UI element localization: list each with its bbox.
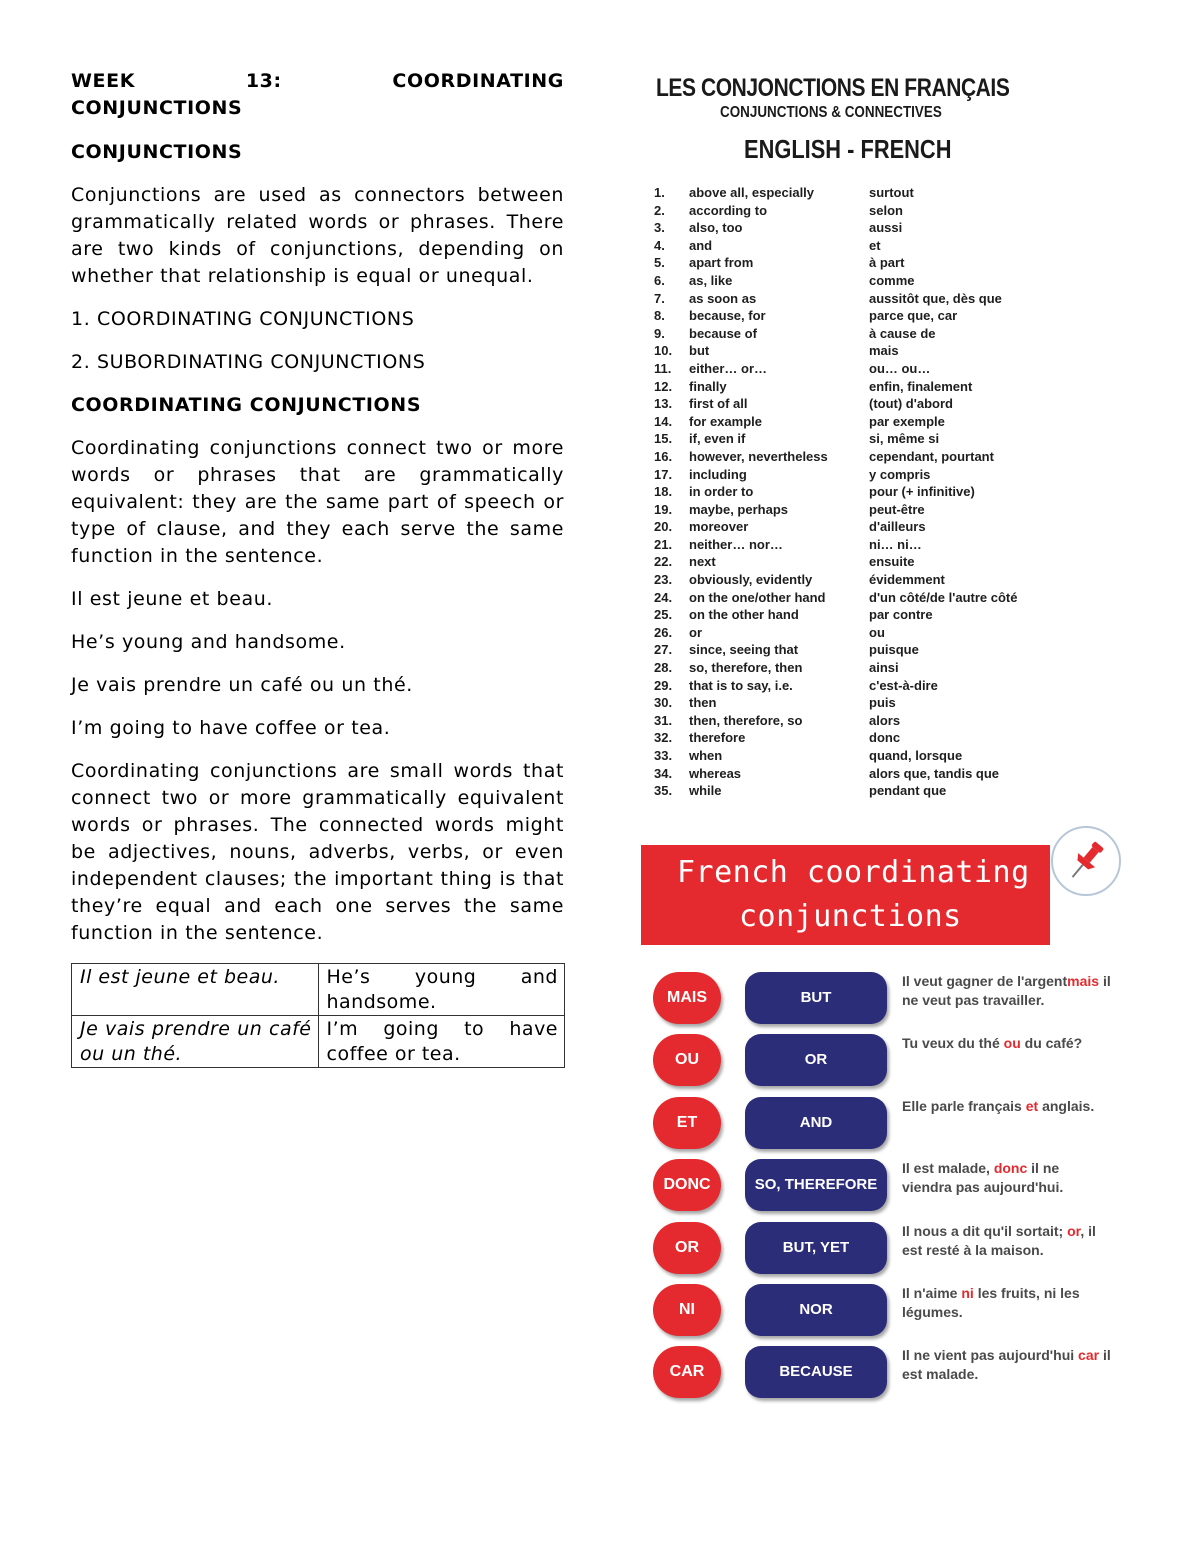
vocab-title: LES CONJONCTIONS EN FRANÇAIS bbox=[656, 74, 1010, 102]
item-english: next bbox=[689, 554, 716, 570]
french-conjunction-badge: NI bbox=[653, 1284, 721, 1336]
list-item bbox=[654, 290, 1094, 308]
item-english: while bbox=[689, 783, 722, 799]
example-text: Tu veux du thé bbox=[902, 1035, 1004, 1052]
list-item bbox=[654, 747, 1094, 765]
item-number: 3. bbox=[654, 220, 665, 236]
list-item bbox=[654, 571, 1094, 589]
example-sentence bbox=[902, 1034, 1112, 1053]
vocab-header: ENGLISH - FRENCH bbox=[744, 134, 952, 164]
english-translation-pill: OR bbox=[745, 1034, 887, 1086]
item-number: 8. bbox=[654, 308, 665, 324]
item-number: 22. bbox=[654, 554, 673, 570]
item-english: also, too bbox=[689, 220, 743, 236]
list-item bbox=[654, 518, 1094, 536]
item-french: c'est-à-dire bbox=[869, 677, 938, 693]
list-item bbox=[654, 483, 1094, 501]
item-number: 23. bbox=[654, 572, 673, 588]
item-french: aussi bbox=[869, 220, 903, 236]
item-french: et bbox=[869, 237, 881, 253]
highlighted-conjunction: mais bbox=[1067, 973, 1100, 989]
item-french: ni… ni… bbox=[869, 536, 922, 552]
french-conjunction-badge: OU bbox=[653, 1034, 721, 1086]
item-french: d'un côté/de l'autre côté bbox=[869, 589, 1018, 605]
example-text: il est malade. bbox=[902, 1347, 1111, 1383]
english-translation-pill: BUT bbox=[745, 972, 887, 1024]
example-sentence bbox=[902, 1097, 1112, 1116]
highlighted-conjunction: et bbox=[1025, 1097, 1039, 1114]
list-item bbox=[654, 606, 1094, 624]
item-english: on the other hand bbox=[689, 607, 799, 623]
table-row bbox=[72, 964, 565, 1016]
item-number: 1. bbox=[654, 185, 665, 200]
list-item bbox=[654, 677, 1094, 695]
list-item bbox=[654, 430, 1094, 448]
example-sentence bbox=[902, 1346, 1112, 1384]
item-french: puisque bbox=[869, 642, 919, 658]
item-english: finally bbox=[689, 378, 727, 394]
heading-word: 13: bbox=[245, 70, 282, 92]
conjunction-row bbox=[653, 1284, 1113, 1340]
graphic-banner bbox=[641, 845, 1050, 945]
list-item bbox=[654, 202, 1094, 220]
list-item bbox=[654, 765, 1094, 783]
highlighted-conjunction: ou bbox=[1003, 1035, 1021, 1052]
table-cell-english: I’m going to have coffee or tea. bbox=[318, 1016, 565, 1068]
item-french: alors bbox=[869, 712, 901, 728]
item-number: 6. bbox=[654, 272, 665, 288]
conjunction-row bbox=[653, 972, 1113, 1028]
item-french: selon bbox=[869, 202, 903, 218]
list-item bbox=[654, 712, 1094, 730]
banner-title-line2: conjunctions bbox=[739, 899, 962, 934]
coordinating-graphic bbox=[641, 826, 1111, 1406]
item-english: including bbox=[689, 466, 747, 482]
item-french: puis bbox=[869, 695, 896, 711]
item-english: according to bbox=[689, 202, 768, 218]
item-french: ainsi bbox=[869, 660, 899, 676]
item-english: because, for bbox=[689, 308, 766, 324]
item-number: 26. bbox=[654, 624, 673, 640]
item-french: à cause de bbox=[869, 325, 936, 341]
table-cell-english: He’s young and handsome. bbox=[318, 964, 565, 1016]
item-english: in order to bbox=[689, 484, 754, 500]
item-english: so, therefore, then bbox=[689, 660, 803, 676]
english-translation-pill: SO, THEREFORE bbox=[745, 1159, 887, 1211]
item-number: 15. bbox=[654, 431, 673, 447]
list-item-subordinating: 2. SUBORDINATING CONJUNCTIONS bbox=[71, 351, 426, 373]
item-number: 17. bbox=[654, 466, 673, 482]
item-english: because of bbox=[689, 325, 757, 341]
item-number: 5. bbox=[654, 255, 665, 271]
conjunction-row bbox=[653, 1097, 1113, 1153]
example-text: Il est malade, bbox=[902, 1160, 994, 1177]
item-english: moreover bbox=[689, 519, 749, 535]
list-item bbox=[654, 782, 1094, 800]
french-conjunction-badge: CAR bbox=[653, 1346, 721, 1398]
item-english: apart from bbox=[689, 255, 754, 271]
item-french: si, même si bbox=[869, 431, 940, 447]
example-french-2: Je vais prendre un café ou un thé. bbox=[71, 674, 413, 696]
example-english-1: He’s young and handsome. bbox=[71, 631, 346, 653]
item-french: enfin, finalement bbox=[869, 378, 973, 394]
left-column bbox=[71, 68, 564, 1068]
item-english: if, even if bbox=[689, 431, 746, 447]
item-number: 18. bbox=[654, 484, 673, 500]
item-english: as, like bbox=[689, 272, 733, 288]
banner-title-line1: French coordinating bbox=[677, 855, 1030, 890]
example-text: , il est resté à la maison. bbox=[902, 1222, 1096, 1258]
list-item bbox=[654, 694, 1094, 712]
list-item bbox=[654, 641, 1094, 659]
vocab-subtitle: CONJUNCTIONS & CONNECTIVES bbox=[720, 104, 942, 121]
item-french: comme bbox=[869, 272, 915, 288]
item-number: 11. bbox=[654, 360, 672, 376]
examples-table bbox=[71, 963, 565, 1068]
list-item bbox=[654, 342, 1094, 360]
item-french: quand, lorsque bbox=[869, 748, 963, 763]
item-french: pour (+ infinitive) bbox=[869, 484, 975, 500]
list-item bbox=[654, 219, 1094, 237]
item-english: that is to say, i.e. bbox=[689, 677, 793, 693]
conjunction-row bbox=[653, 1346, 1113, 1402]
item-french: (tout) d'abord bbox=[869, 396, 953, 412]
list-item bbox=[654, 272, 1094, 290]
list-item bbox=[654, 448, 1094, 466]
item-number: 12. bbox=[654, 378, 673, 394]
item-french: peut-être bbox=[869, 501, 925, 517]
item-number: 31. bbox=[654, 712, 673, 728]
item-english: as soon as bbox=[689, 290, 757, 306]
list-item bbox=[654, 413, 1094, 431]
item-english: either… or… bbox=[689, 360, 768, 376]
heading-word: COORDINATING bbox=[392, 70, 564, 92]
item-english: whereas bbox=[689, 765, 742, 781]
list-item bbox=[654, 466, 1094, 484]
example-text: il ne veut pas travailler. bbox=[902, 973, 1111, 1008]
list-item bbox=[654, 254, 1094, 272]
french-conjunction-badge: MAIS bbox=[653, 972, 721, 1024]
list-item-coordinating: 1. COORDINATING CONJUNCTIONS bbox=[71, 308, 415, 330]
vocab-list bbox=[654, 184, 1094, 800]
example-french-1: Il est jeune et beau. bbox=[71, 588, 274, 610]
item-english: then, therefore, so bbox=[689, 712, 803, 728]
example-text: Il n'aime bbox=[902, 1285, 962, 1301]
example-text: du café? bbox=[1020, 1035, 1083, 1052]
item-number: 35. bbox=[654, 783, 673, 799]
example-sentence bbox=[902, 972, 1112, 1010]
item-number: 16. bbox=[654, 448, 673, 464]
item-number: 20. bbox=[654, 519, 673, 535]
page-heading bbox=[71, 68, 564, 95]
item-french: ou… ou… bbox=[869, 360, 931, 376]
list-item bbox=[654, 501, 1094, 519]
item-french: y compris bbox=[869, 466, 931, 482]
item-english: and bbox=[689, 237, 713, 253]
example-text: Il veut gagner de l'argent bbox=[902, 973, 1068, 989]
item-french: d'ailleurs bbox=[869, 519, 926, 535]
item-english: when bbox=[689, 748, 723, 763]
item-french: parce que, car bbox=[869, 308, 958, 324]
table-cell-french: Je vais prendre un café ou un thé. bbox=[72, 1016, 319, 1068]
highlighted-conjunction: or bbox=[1067, 1222, 1081, 1239]
item-french: évidemment bbox=[869, 572, 945, 588]
item-number: 13. bbox=[654, 396, 673, 412]
item-french: ensuite bbox=[869, 554, 915, 570]
list-item bbox=[654, 360, 1094, 378]
item-number: 34. bbox=[654, 765, 673, 781]
example-text: Il nous a dit qu'il sortait; bbox=[902, 1222, 1068, 1239]
example-text: Elle parle français bbox=[902, 1097, 1026, 1114]
item-english: on the one/other hand bbox=[689, 589, 826, 605]
item-french: mais bbox=[869, 343, 899, 359]
item-number: 7. bbox=[654, 290, 665, 306]
item-number: 29. bbox=[654, 677, 673, 693]
item-number: 2. bbox=[654, 202, 665, 218]
section-heading-conjunctions: CONJUNCTIONS bbox=[71, 141, 243, 163]
french-conjunction-badge: OR bbox=[653, 1222, 721, 1274]
list-item bbox=[654, 325, 1094, 343]
item-english: above all, especially bbox=[689, 185, 815, 200]
example-english-2: I’m going to have coffee or tea. bbox=[71, 717, 391, 739]
item-english: therefore bbox=[689, 730, 746, 746]
list-item bbox=[654, 307, 1094, 325]
item-number: 9. bbox=[654, 325, 665, 341]
item-french: cependant, pourtant bbox=[869, 448, 994, 464]
item-number: 32. bbox=[654, 730, 673, 746]
highlighted-conjunction: donc bbox=[993, 1160, 1028, 1177]
table-row bbox=[72, 1016, 565, 1068]
item-number: 33. bbox=[654, 748, 673, 763]
item-french: par exemple bbox=[869, 413, 945, 429]
item-english: neither… nor… bbox=[689, 536, 783, 552]
table-cell-french: Il est jeune et beau. bbox=[72, 964, 319, 1016]
item-english: first of all bbox=[689, 396, 748, 412]
summary-paragraph: Coordinating conjunctions are small words that connect two or more grammatically equivalent words or phrases. The connected words might be adjectives, nouns, adverbs, verbs, or even independent clauses; the important thing is that they’re equal and each one serves the same function in the sentence. bbox=[71, 760, 564, 944]
item-number: 28. bbox=[654, 660, 673, 676]
item-number: 30. bbox=[654, 695, 673, 711]
item-french: à part bbox=[869, 255, 905, 271]
section-heading-coordinating: COORDINATING CONJUNCTIONS bbox=[71, 394, 422, 416]
list-item bbox=[654, 237, 1094, 255]
item-english: or bbox=[689, 624, 702, 640]
item-number: 27. bbox=[654, 642, 673, 658]
item-number: 19. bbox=[654, 501, 673, 517]
list-item bbox=[654, 589, 1094, 607]
item-english: for example bbox=[689, 413, 762, 429]
pushpin-icon bbox=[1051, 826, 1121, 896]
example-sentence bbox=[902, 1159, 1112, 1197]
highlighted-conjunction: car bbox=[1078, 1347, 1100, 1364]
example-sentence bbox=[902, 1284, 1112, 1322]
list-item bbox=[654, 553, 1094, 571]
item-english: maybe, perhaps bbox=[689, 501, 788, 517]
conjunction-row bbox=[653, 1222, 1113, 1278]
list-item bbox=[654, 378, 1094, 396]
item-number: 24. bbox=[654, 589, 673, 605]
english-translation-pill: NOR bbox=[745, 1284, 887, 1336]
item-english: however, nevertheless bbox=[689, 448, 828, 464]
conjunction-row bbox=[653, 1034, 1113, 1090]
heading-word: WEEK bbox=[71, 70, 136, 92]
item-english: since, seeing that bbox=[689, 642, 799, 658]
list-item bbox=[654, 395, 1094, 413]
intro-paragraph: Conjunctions are used as connectors between grammatically related words or phrases. There are two kinds of conjunctions, depending on whether that relationship is equal or unequal. bbox=[71, 184, 564, 287]
english-translation-pill: AND bbox=[745, 1097, 887, 1149]
list-item bbox=[654, 624, 1094, 642]
example-sentence bbox=[902, 1222, 1112, 1260]
example-text: les fruits, ni les légumes. bbox=[902, 1285, 1080, 1320]
coordinating-paragraph: Coordinating conjunctions connect two or more words or phrases that are grammatically equivalent: they are the same part of speech or type of clause, and they each serve the same function in the sentence. bbox=[71, 437, 564, 567]
item-french: surtout bbox=[869, 185, 914, 200]
item-french: ou bbox=[869, 624, 885, 640]
item-french: pendant que bbox=[869, 783, 947, 799]
item-english: but bbox=[689, 343, 710, 359]
conjunction-row bbox=[653, 1159, 1113, 1215]
example-text: il ne viendra pas aujourd'hui. bbox=[902, 1160, 1064, 1196]
list-item bbox=[654, 536, 1094, 554]
item-french: aussitôt que, dès que bbox=[869, 290, 1002, 306]
french-conjunction-badge: ET bbox=[653, 1097, 721, 1149]
item-number: 21. bbox=[654, 536, 673, 552]
item-french: donc bbox=[869, 730, 901, 746]
example-text: anglais. bbox=[1038, 1097, 1095, 1114]
item-number: 14. bbox=[654, 413, 673, 429]
list-item bbox=[654, 659, 1094, 677]
item-number: 25. bbox=[654, 607, 673, 623]
item-english: obviously, evidently bbox=[689, 572, 813, 588]
english-translation-pill: BECAUSE bbox=[745, 1346, 887, 1398]
list-item bbox=[654, 184, 1094, 202]
english-translation-pill: BUT, YET bbox=[745, 1222, 887, 1274]
item-french: alors que, tandis que bbox=[869, 765, 1000, 781]
french-conjunction-badge: DONC bbox=[653, 1159, 721, 1211]
item-number: 4. bbox=[654, 237, 665, 253]
example-text: Il ne vient pas aujourd'hui bbox=[902, 1347, 1079, 1364]
highlighted-conjunction: ni bbox=[961, 1285, 974, 1301]
page-heading-line2: CONJUNCTIONS bbox=[71, 97, 243, 119]
list-item bbox=[654, 729, 1094, 747]
item-english: then bbox=[689, 695, 717, 711]
item-french: par contre bbox=[869, 607, 933, 623]
item-number: 10. bbox=[654, 343, 673, 359]
